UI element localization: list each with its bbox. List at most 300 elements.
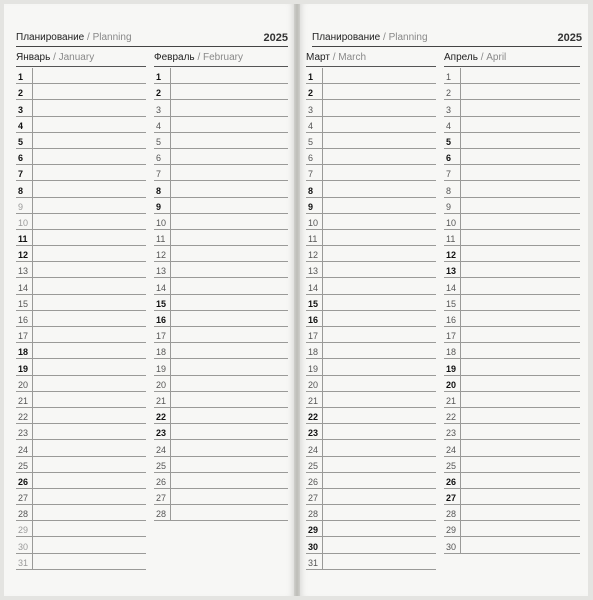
day-divider — [32, 537, 33, 552]
day-divider — [170, 262, 171, 277]
day-divider — [32, 295, 33, 310]
day-number: 22 — [446, 412, 457, 423]
day-divider — [460, 165, 461, 180]
day-row[interactable] — [444, 165, 580, 181]
day-row[interactable] — [444, 424, 580, 440]
day-divider — [170, 198, 171, 213]
day-row[interactable] — [16, 408, 146, 424]
day-number: 3 — [446, 104, 452, 115]
day-divider — [170, 343, 171, 358]
day-divider — [170, 181, 171, 196]
day-number: 4 — [18, 120, 24, 131]
day-divider — [460, 457, 461, 472]
day-number: 1 — [308, 72, 314, 83]
day-divider — [460, 521, 461, 536]
page-header-right — [312, 32, 582, 48]
day-number: 7 — [156, 169, 162, 180]
day-number: 29 — [446, 525, 457, 536]
day-number: 29 — [18, 525, 29, 536]
day-number: 27 — [18, 493, 29, 504]
month-header — [444, 52, 580, 66]
day-number: 19 — [18, 363, 29, 374]
day-row[interactable] — [444, 295, 580, 311]
day-row[interactable] — [16, 376, 146, 392]
day-row[interactable] — [444, 246, 580, 262]
day-number: 22 — [156, 412, 167, 423]
planning-sep: / — [87, 32, 90, 43]
day-number: 9 — [308, 201, 314, 212]
day-number: 24 — [18, 444, 29, 455]
day-row[interactable] — [306, 376, 436, 392]
day-list — [154, 68, 288, 521]
day-divider — [170, 133, 171, 148]
day-row[interactable] — [154, 181, 288, 197]
day-row[interactable] — [444, 408, 580, 424]
day-row[interactable] — [444, 117, 580, 133]
day-row[interactable] — [306, 505, 436, 521]
day-row[interactable] — [154, 100, 288, 116]
day-divider — [460, 181, 461, 196]
day-row[interactable] — [16, 392, 146, 408]
month-name-ru: Январь — [16, 52, 51, 63]
day-divider — [32, 100, 33, 115]
day-row[interactable] — [444, 181, 580, 197]
day-row[interactable] — [16, 278, 146, 294]
day-number: 25 — [308, 460, 319, 471]
day-row[interactable] — [306, 198, 436, 214]
day-number: 20 — [18, 379, 29, 390]
day-number: 11 — [18, 234, 28, 245]
day-divider — [322, 537, 323, 552]
day-row[interactable] — [16, 554, 146, 570]
day-divider — [322, 359, 323, 374]
day-row[interactable] — [16, 149, 146, 165]
day-divider — [322, 295, 323, 310]
day-divider — [322, 149, 323, 164]
day-number: 25 — [156, 460, 167, 471]
day-divider — [322, 521, 323, 536]
day-number: 11 — [308, 234, 318, 245]
day-divider — [32, 262, 33, 277]
day-row[interactable] — [16, 440, 146, 456]
day-divider — [32, 181, 33, 196]
day-divider — [32, 376, 33, 391]
day-row[interactable] — [306, 327, 436, 343]
day-divider — [322, 376, 323, 391]
day-number: 2 — [446, 88, 452, 99]
day-row[interactable] — [154, 343, 288, 359]
month-head-rule — [16, 66, 146, 67]
day-divider — [322, 214, 323, 229]
day-number: 16 — [156, 315, 167, 325]
day-row[interactable] — [154, 68, 288, 84]
day-row[interactable] — [154, 359, 288, 375]
day-divider — [460, 84, 461, 99]
day-row[interactable] — [16, 537, 146, 553]
day-divider — [460, 392, 461, 407]
day-row[interactable] — [444, 133, 580, 149]
day-row[interactable] — [16, 84, 146, 100]
day-row[interactable] — [154, 262, 288, 278]
day-divider — [460, 149, 461, 164]
day-divider — [32, 343, 33, 358]
day-number: 6 — [446, 153, 452, 164]
day-row[interactable] — [444, 262, 580, 278]
day-row[interactable] — [444, 505, 580, 521]
day-number: 28 — [308, 509, 319, 520]
day-row[interactable] — [444, 343, 580, 359]
day-divider — [460, 295, 461, 310]
day-number: 17 — [18, 331, 29, 342]
day-number: 31 — [18, 557, 29, 568]
day-divider — [32, 473, 33, 488]
day-row[interactable] — [154, 214, 288, 230]
day-row[interactable] — [444, 327, 580, 343]
day-row[interactable] — [306, 489, 436, 505]
month-sep: / — [197, 52, 201, 63]
day-number: 24 — [308, 444, 319, 455]
day-row[interactable] — [306, 84, 436, 100]
day-row[interactable] — [306, 133, 436, 149]
day-divider — [170, 68, 171, 83]
month-sep: / — [53, 52, 56, 63]
day-row[interactable] — [154, 440, 288, 456]
day-number: 27 — [308, 493, 319, 504]
month-name-en: April — [486, 52, 507, 63]
day-row[interactable] — [306, 230, 436, 246]
day-row[interactable] — [16, 457, 146, 473]
day-row[interactable] — [306, 311, 436, 327]
day-row[interactable] — [154, 117, 288, 133]
month-name-en: January — [58, 52, 95, 63]
day-number: 28 — [18, 509, 29, 520]
day-row[interactable] — [444, 392, 580, 408]
day-row[interactable] — [306, 457, 436, 473]
day-row[interactable] — [444, 198, 580, 214]
day-row[interactable] — [306, 295, 436, 311]
day-row[interactable] — [16, 343, 146, 359]
day-number: 5 — [446, 136, 452, 147]
day-number: 22 — [18, 412, 29, 423]
month-sep: / — [332, 52, 336, 63]
day-row[interactable] — [16, 473, 146, 489]
day-divider — [32, 392, 33, 407]
day-number: 14 — [156, 282, 167, 293]
day-row[interactable] — [306, 246, 436, 262]
day-row[interactable] — [444, 84, 580, 100]
day-divider — [170, 440, 171, 455]
header-rule — [312, 46, 582, 47]
day-row[interactable] — [16, 117, 146, 133]
day-divider — [170, 424, 171, 439]
day-divider — [170, 214, 171, 229]
day-row[interactable] — [154, 376, 288, 392]
day-divider — [322, 68, 323, 83]
month-name-ru: Февраль — [154, 52, 195, 63]
day-row[interactable] — [154, 133, 288, 149]
day-divider — [322, 230, 323, 245]
day-number: 6 — [308, 153, 314, 164]
day-divider — [460, 311, 461, 326]
day-divider — [460, 198, 461, 213]
day-row[interactable] — [306, 117, 436, 133]
day-row[interactable] — [306, 408, 436, 424]
day-divider — [32, 440, 33, 455]
day-row[interactable] — [154, 457, 288, 473]
day-row[interactable] — [16, 295, 146, 311]
day-divider — [32, 489, 33, 504]
day-divider — [170, 311, 171, 326]
day-row[interactable] — [306, 149, 436, 165]
day-number: 9 — [446, 201, 452, 212]
day-number: 14 — [18, 282, 29, 293]
day-row[interactable] — [444, 537, 580, 553]
day-row[interactable] — [306, 181, 436, 197]
day-row[interactable] — [154, 311, 288, 327]
day-row[interactable] — [444, 68, 580, 84]
day-row[interactable] — [444, 440, 580, 456]
day-divider — [170, 505, 171, 520]
day-divider — [322, 343, 323, 358]
day-divider — [460, 408, 461, 423]
day-number: 25 — [446, 460, 457, 471]
day-divider — [32, 165, 33, 180]
day-row[interactable] — [16, 68, 146, 84]
day-number: 26 — [446, 476, 457, 487]
day-number: 27 — [156, 493, 167, 504]
day-row[interactable] — [306, 537, 436, 553]
page-left — [4, 4, 294, 596]
day-number: 19 — [446, 363, 457, 374]
day-number: 17 — [446, 331, 457, 342]
day-row[interactable] — [16, 311, 146, 327]
day-row[interactable] — [154, 392, 288, 408]
day-number: 20 — [308, 379, 319, 390]
day-row[interactable] — [16, 424, 146, 440]
day-number: 1 — [156, 72, 162, 83]
day-row[interactable] — [16, 100, 146, 116]
day-number: 27 — [446, 493, 457, 504]
day-row[interactable] — [16, 165, 146, 181]
day-number: 20 — [156, 379, 167, 390]
day-divider — [460, 505, 461, 520]
day-number: 3 — [18, 104, 24, 115]
day-row[interactable] — [154, 408, 288, 424]
day-number: 26 — [18, 476, 29, 487]
day-row[interactable] — [16, 521, 146, 537]
day-row[interactable] — [444, 489, 580, 505]
day-number: 13 — [156, 266, 167, 277]
day-divider — [460, 473, 461, 488]
day-row[interactable] — [306, 392, 436, 408]
day-divider — [32, 311, 33, 326]
day-row[interactable] — [306, 165, 436, 181]
day-list — [306, 68, 436, 570]
day-row[interactable] — [444, 359, 580, 375]
year-label: 2025 — [263, 32, 288, 44]
day-number: 18 — [156, 347, 167, 358]
day-row[interactable] — [306, 262, 436, 278]
day-divider — [322, 278, 323, 293]
month-header — [16, 52, 146, 66]
planning-ru: Планирование — [312, 32, 381, 43]
day-row[interactable] — [154, 489, 288, 505]
day-number: 22 — [308, 412, 319, 423]
planning-sep: / — [383, 32, 386, 43]
day-row[interactable] — [16, 359, 146, 375]
day-row[interactable] — [444, 457, 580, 473]
day-divider — [322, 424, 323, 439]
day-row[interactable] — [444, 230, 580, 246]
day-divider — [322, 457, 323, 472]
day-number: 4 — [446, 120, 452, 131]
day-divider — [322, 100, 323, 115]
day-number: 15 — [156, 298, 167, 309]
day-number: 26 — [156, 476, 167, 487]
month-march — [306, 52, 436, 568]
day-number: 16 — [18, 315, 29, 325]
day-divider — [32, 278, 33, 293]
day-row[interactable] — [154, 424, 288, 440]
day-row[interactable] — [154, 278, 288, 294]
day-number: 5 — [308, 136, 314, 147]
day-number: 21 — [308, 395, 319, 406]
month-name-ru: Март — [306, 52, 330, 63]
day-row[interactable] — [306, 424, 436, 440]
day-number: 6 — [156, 153, 162, 164]
day-number: 18 — [308, 347, 319, 358]
day-number: 8 — [308, 185, 314, 196]
day-divider — [170, 165, 171, 180]
day-divider — [460, 440, 461, 455]
day-number: 3 — [156, 104, 162, 115]
day-number: 28 — [446, 509, 457, 520]
day-divider — [32, 521, 33, 536]
day-row[interactable] — [306, 68, 436, 84]
day-number: 23 — [308, 428, 319, 439]
day-row[interactable] — [154, 246, 288, 262]
day-row[interactable] — [444, 149, 580, 165]
day-divider — [32, 68, 33, 83]
month-name-en: March — [338, 52, 367, 63]
month-february — [154, 52, 288, 520]
day-divider — [322, 408, 323, 423]
day-row[interactable] — [16, 198, 146, 214]
day-row[interactable] — [444, 473, 580, 489]
day-row[interactable] — [444, 376, 580, 392]
day-row[interactable] — [306, 214, 436, 230]
day-row[interactable] — [444, 311, 580, 327]
day-row[interactable] — [154, 84, 288, 100]
day-divider — [170, 230, 171, 245]
day-number: 8 — [156, 185, 162, 196]
day-row[interactable] — [154, 230, 288, 246]
day-divider — [460, 262, 461, 277]
day-row[interactable] — [16, 327, 146, 343]
day-divider — [460, 68, 461, 83]
day-number: 9 — [156, 201, 162, 212]
day-divider — [32, 554, 33, 569]
day-row[interactable] — [306, 343, 436, 359]
day-number: 15 — [18, 298, 29, 309]
day-row[interactable] — [16, 230, 146, 246]
day-number: 12 — [308, 250, 319, 261]
day-number: 15 — [308, 298, 319, 309]
day-row[interactable] — [16, 246, 146, 262]
day-divider — [32, 359, 33, 374]
day-number: 26 — [308, 476, 319, 487]
day-row[interactable] — [306, 554, 436, 570]
day-divider — [460, 246, 461, 261]
day-divider — [170, 117, 171, 132]
day-row[interactable] — [154, 295, 288, 311]
day-divider — [322, 181, 323, 196]
month-head-rule — [444, 66, 580, 67]
day-row[interactable] — [306, 278, 436, 294]
day-row[interactable] — [16, 214, 146, 230]
month-name-ru: Апрель — [444, 52, 478, 63]
day-row[interactable] — [154, 198, 288, 214]
day-row[interactable] — [306, 473, 436, 489]
day-row[interactable] — [306, 440, 436, 456]
page-right — [300, 4, 588, 596]
day-divider — [322, 327, 323, 342]
day-number: 30 — [18, 541, 29, 552]
day-number: 10 — [446, 217, 457, 228]
day-row[interactable] — [154, 473, 288, 489]
day-row[interactable] — [154, 165, 288, 181]
day-number: 5 — [18, 136, 24, 147]
day-row[interactable] — [444, 521, 580, 537]
day-row[interactable] — [154, 505, 288, 521]
day-number: 1 — [18, 72, 24, 83]
day-divider — [32, 505, 33, 520]
day-divider — [322, 554, 323, 569]
day-divider — [460, 359, 461, 374]
day-divider — [322, 165, 323, 180]
day-number: 6 — [18, 153, 24, 164]
day-divider — [322, 440, 323, 455]
day-number: 28 — [156, 509, 167, 520]
page-header-left — [16, 32, 288, 48]
day-number: 30 — [308, 541, 319, 552]
day-divider — [460, 214, 461, 229]
day-divider — [322, 133, 323, 148]
day-row[interactable] — [306, 100, 436, 116]
day-row[interactable] — [444, 278, 580, 294]
day-row[interactable] — [16, 262, 146, 278]
day-divider — [460, 117, 461, 132]
day-number: 13 — [308, 266, 319, 277]
day-row[interactable] — [444, 214, 580, 230]
day-row[interactable] — [16, 133, 146, 149]
day-number: 2 — [156, 88, 162, 99]
day-row[interactable] — [16, 489, 146, 505]
day-row[interactable] — [306, 521, 436, 537]
day-row[interactable] — [444, 100, 580, 116]
day-row[interactable] — [154, 149, 288, 165]
day-divider — [460, 100, 461, 115]
day-divider — [460, 230, 461, 245]
day-row[interactable] — [16, 181, 146, 197]
day-number: 29 — [308, 525, 319, 536]
day-divider — [322, 311, 323, 326]
month-head-rule — [306, 66, 436, 67]
day-row[interactable] — [154, 327, 288, 343]
day-row[interactable] — [306, 359, 436, 375]
day-number: 13 — [446, 266, 457, 277]
day-row[interactable] — [16, 505, 146, 521]
